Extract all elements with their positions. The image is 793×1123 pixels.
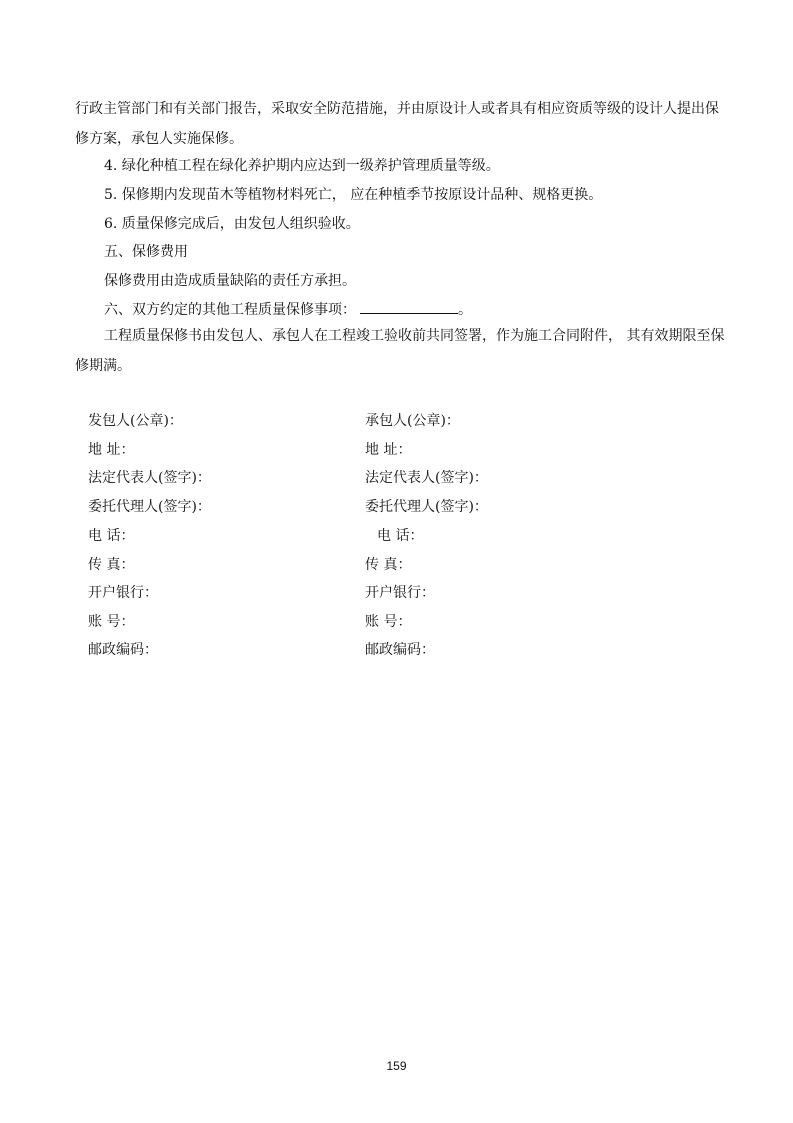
right-postcode-field: 邮政编码： bbox=[365, 642, 435, 658]
right-account-field: 账 号： bbox=[365, 614, 412, 630]
paragraph-continuation: 行政主管部门和有关部门报告，采取安全防范措施，并由原设计人或者具有相应资质等级的设计人提出保修方案，承包人实施保修。 bbox=[75, 101, 719, 147]
section-6-end: 。 bbox=[458, 302, 472, 318]
item-5: 5. 保修期内发现苗木等植物材料死亡， 应在种植季节按原设计品种、规格更换。 bbox=[104, 187, 603, 203]
left-agent-field: 委托代理人(签字)： bbox=[88, 499, 211, 515]
section-6-blank bbox=[360, 299, 458, 314]
section-5-title: 五、保修费用 bbox=[104, 244, 188, 260]
right-legal-rep-field: 法定代表人(签字)： bbox=[365, 470, 488, 486]
item-6: 6. 质量保修完成后，由发包人组织验收。 bbox=[104, 216, 360, 232]
right-agent-field: 委托代理人(签字)： bbox=[365, 499, 488, 515]
item-4: 4. 绿化种植工程在绿化养护期内应达到一级养护管理质量等级。 bbox=[104, 158, 500, 174]
page-number: 159 bbox=[386, 1059, 407, 1073]
right-fax-field: 传 真： bbox=[365, 557, 412, 573]
section-6-line bbox=[104, 299, 472, 319]
left-postcode-field: 邮政编码： bbox=[88, 642, 158, 658]
left-contractor-field: 发包人(公章)： bbox=[88, 413, 183, 429]
right-phone-field: 电 话： bbox=[377, 528, 424, 544]
right-bank-field: 开户银行： bbox=[365, 585, 435, 601]
left-fax-field: 传 真： bbox=[88, 557, 135, 573]
right-contractor-field: 承包人(公章)： bbox=[365, 413, 460, 429]
closing-paragraph: 工程质量保修书由发包人、承包人在工程竣工验收前共同签署，作为施工合同附件， 其有效期限至保修期满。 bbox=[75, 328, 725, 374]
section-5-text: 保修费用由造成质量缺陷的责任方承担。 bbox=[104, 273, 356, 289]
section-6-label: 六、双方约定的其他工程质量保修事项： bbox=[104, 302, 356, 318]
left-address-field: 地 址： bbox=[88, 442, 135, 458]
right-address-field: 地 址： bbox=[365, 442, 412, 458]
left-phone-field: 电 话： bbox=[88, 528, 135, 544]
left-account-field: 账 号： bbox=[88, 614, 135, 630]
left-legal-rep-field: 法定代表人(签字)： bbox=[88, 470, 211, 486]
left-bank-field: 开户银行： bbox=[88, 585, 158, 601]
